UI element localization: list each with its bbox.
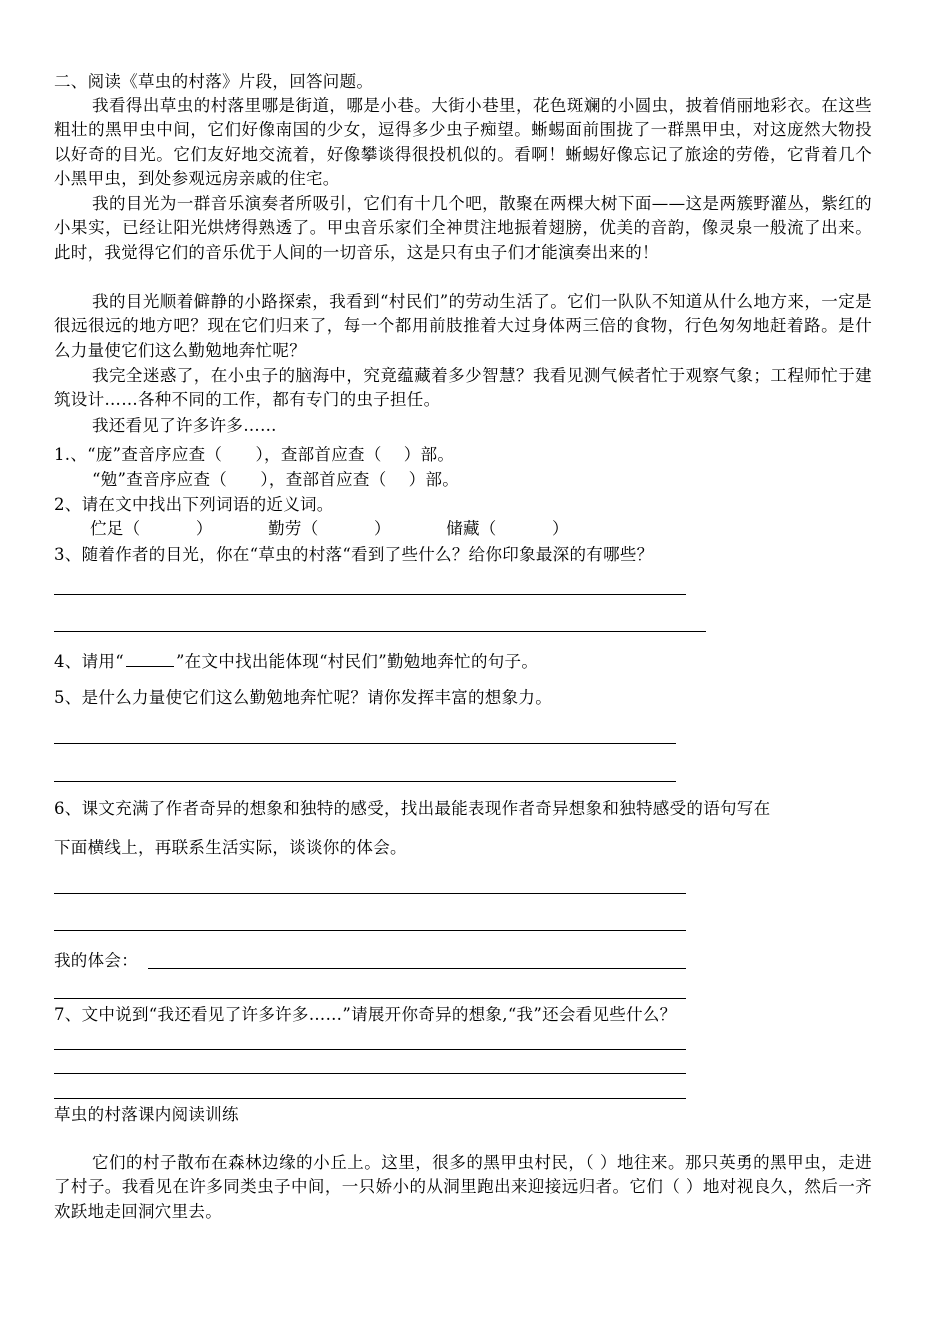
- question-2-words: 伫足（ ） 勤劳（ ） 储藏（ ）: [90, 519, 569, 538]
- question-1-line-2: “勉”查音序应查（ ），查部首应查（ ）部。: [92, 470, 460, 489]
- answer-line[interactable]: [54, 631, 706, 632]
- underline-mark-blank: [126, 650, 174, 667]
- question-4-prefix: 4、请用“: [54, 652, 124, 671]
- passage-paragraph-5: 我还看见了许多许多……: [92, 416, 277, 435]
- section-2-title: 草虫的村落课内阅读训练: [54, 1105, 239, 1124]
- question-2: 2、请在文中找出下列词语的近义词。: [54, 495, 334, 514]
- question-3: 3、随着作者的目光，你在“草虫的村落“看到了些什么？给你印象最深的有哪些？: [54, 545, 654, 564]
- answer-line[interactable]: [54, 930, 686, 931]
- passage-paragraph-4: 我完全迷惑了，在小虫子的脑海中，究竟蕴藏着多少智慧？我看见测气候者忙于观察气象；工程师忙于建筑设计……各种不同的工作，都有专门的虫子担任。: [54, 366, 872, 410]
- answer-line[interactable]: [54, 998, 686, 999]
- question-6-line-2: 下面横线上，再联系生活实际，谈谈你的体会。: [54, 838, 407, 857]
- my-feeling-label: 我的体会：: [54, 951, 138, 970]
- passage-paragraph-3: 我的目光顺着僻静的小路探索，我看到“村民们”的劳动生活了。它们一队队不知道从什么地方来，一定是很远很远的地方吧？现在它们归来了，每一个都用前肢推着大过身体两三倍的食物，行色匆匆地赶着路。是什么力量使它们这么勤勉地奔忙呢？: [54, 292, 872, 360]
- passage-paragraph-2: 我的目光为一群音乐演奏者所吸引，它们有十几个吧，散聚在两棵大树下面——这是两簇野灌丛，紫红的小果实，已经让阳光烘烤得熟透了。甲虫音乐家们全神贯注地振着翅膀，优美的音韵，像灵泉一般流了出来。此时，我觉得它们的音乐优于人间的一切音乐，这是只有虫子们才能演奏出来的！: [54, 194, 872, 262]
- answer-line[interactable]: [54, 594, 686, 595]
- section-2-passage: 它们的村子散布在森林边缘的小丘上。这里，很多的黑甲虫村民，（ ）地往来。那只英勇的黑甲虫，走进了村子。我看见在许多同类虫子中间，一只娇小的从洞里跑出来迎接远归者。它们（ ）地对视良久，然后一齐欢跃地走回洞穴里去。: [54, 1153, 872, 1221]
- my-feeling-answer-line[interactable]: [148, 968, 686, 969]
- answer-line[interactable]: [54, 1073, 686, 1074]
- question-7: 7、文中说到“我还看见了许多许多……”请展开你奇异的想象,“我”还会看见些什么？: [54, 1005, 677, 1024]
- question-1-line-1: 1.、“庞”查音序应查（ ），查部首应查（ ）部。: [54, 445, 455, 464]
- answer-line[interactable]: [54, 1049, 686, 1050]
- answer-line[interactable]: [54, 893, 686, 894]
- answer-line[interactable]: [54, 743, 676, 744]
- question-4: [54, 650, 538, 674]
- answer-line[interactable]: [54, 1098, 686, 1099]
- question-6-line-1: 6、课文充满了作者奇异的想象和独特的感受，找出最能表现作者奇异想象和独特感受的语句写在: [54, 799, 771, 818]
- question-5: 5、是什么力量使它们这么勤勉地奔忙呢？请你发挥丰富的想象力。: [54, 688, 552, 707]
- section-title: 二、阅读《草虫的村落》片段，回答问题。: [54, 72, 374, 91]
- passage-paragraph-1: 我看得出草虫的村落里哪是街道，哪是小巷。大街小巷里，花色斑斓的小圆虫，披着俏丽地彩衣。在这些粗壮的黑甲虫中间，它们好像南国的少女，逗得多少虫子痴望。蜥蜴面前围拢了一群黑甲虫，对这庞然大物投以好奇的目光。它们友好地交流着，好像攀谈得很投机似的。看啊！蜥蜴好像忘记了旅途的劳倦，它背着几个小黑甲虫，到处参观远房亲戚的住宅。: [54, 96, 872, 189]
- question-4-suffix: ”在文中找出能体现“村民们”勤勉地奔忙的句子。: [175, 652, 539, 671]
- answer-line[interactable]: [54, 781, 676, 782]
